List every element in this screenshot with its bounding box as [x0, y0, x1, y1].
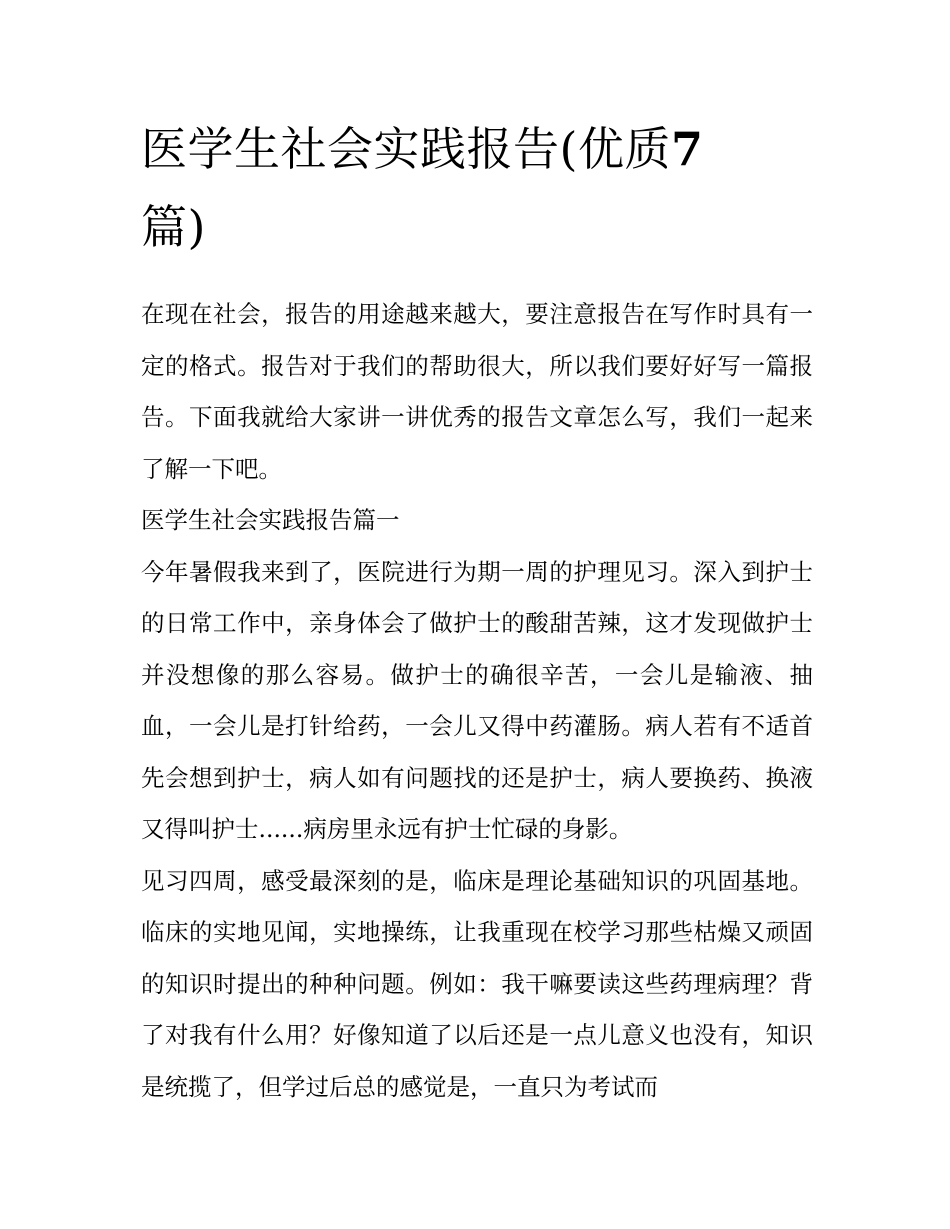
document-page	[141, 110, 813, 1113]
title-main: 医学生社会实践报告(优质	[141, 122, 671, 176]
intro-paragraph: 在现在社会，报告的用途越来越大，要注意报告在写作时具有一定的格式。报告对于我们的帮助很大，所以我们要好好写一篇报告。下面我就给大家讲一讲优秀的报告文章怎么写，我们一起来了解一下吧。	[141, 300, 813, 483]
body-paragraph-2: 见习四周，感受最深刻的是，临床是理论基础知识的巩固基地。临床的实地见闻，实地操练，让我重现在校学习那些枯燥又顽固的知识时提出的种种问题。例如：我干嘛要读这些药理病理？背了对我有什么用？好像知道了以后还是一点儿意义也没有，知识是统揽了，但学过后总的感觉是，一直只为考试而	[141, 866, 813, 1101]
title-end: 篇)	[141, 200, 206, 254]
title-number: 7	[670, 122, 704, 176]
body-paragraph-1: 今年暑假我来到了，医院进行为期一周的护理见习。深入到护士的日常工作中，亲身体会了做护士的酸甜苦辣，这才发现做护士并没想像的那么容易。做护士的确很辛苦，一会儿是输液、抽血，一会儿是打针给药，一会儿又得中药灌肠。病人若有不适首先会想到护士，病人如有问题找的还是护士，病人要换药、换液又得叫护士......病房里永远有护士忙碌的身影。	[141, 557, 813, 843]
section-heading: 医学生社会实践报告篇一	[141, 506, 400, 534]
document-body	[141, 289, 813, 1113]
document-title	[141, 110, 761, 266]
